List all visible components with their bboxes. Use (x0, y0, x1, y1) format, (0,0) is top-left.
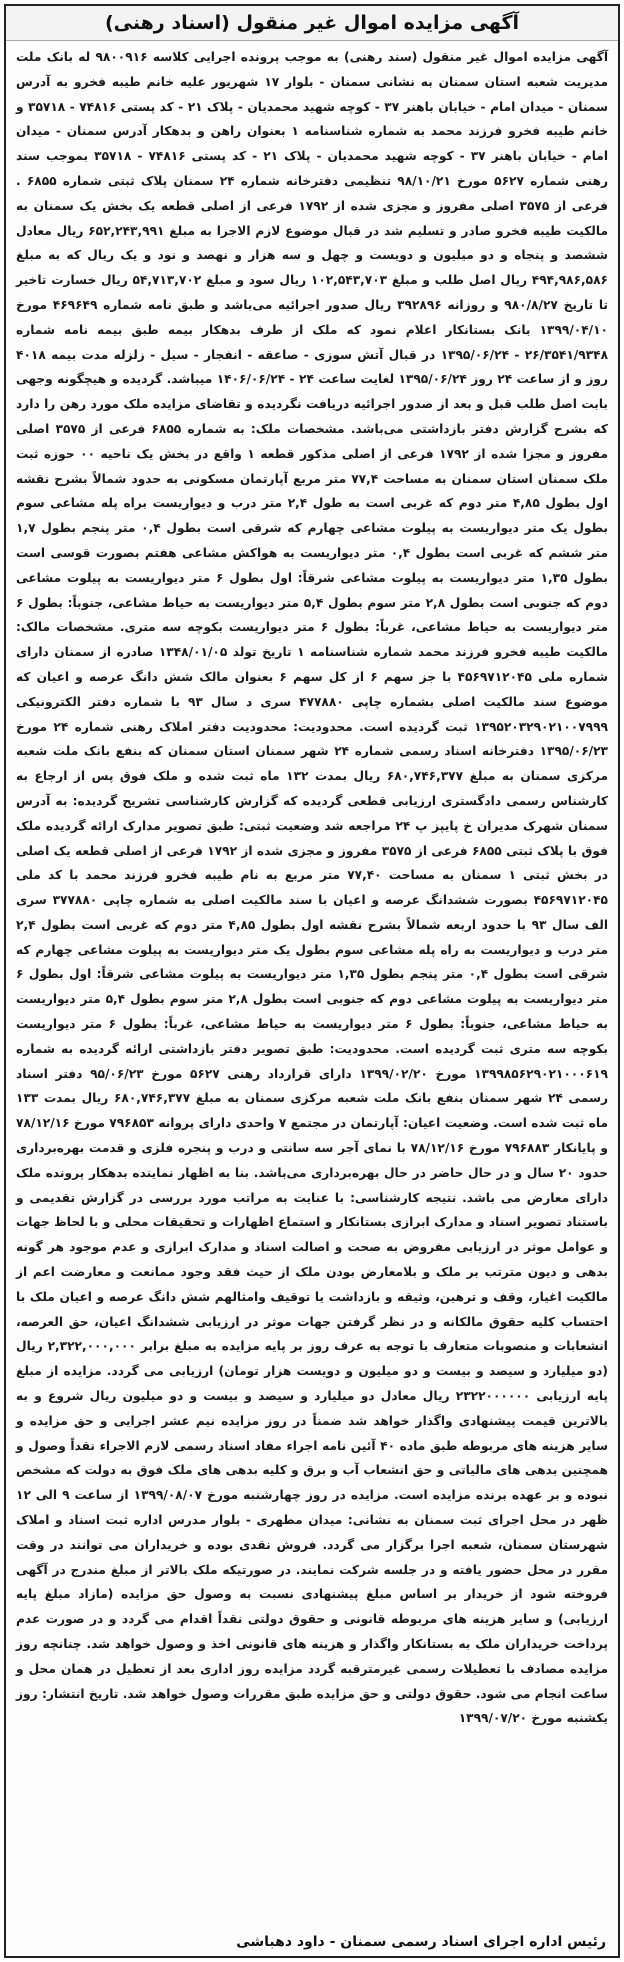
notice-title: آگهی مزایده اموال غیر منقول (اسناد رهنی) (104, 12, 520, 34)
notice-signature: رئیس اداره اجرای اسناد رسمی سمنان - داود دهباشی (236, 1934, 606, 1950)
notice-header (6, 6, 618, 41)
auction-notice (4, 4, 620, 1958)
notice-body: آگهی مزایده اموال غیر منقول (سند رهنی) به موجب پرونده اجرایی کلاسه ۹۸۰۰۹۱۶ له بانک ملت مدیریت شعبه استان سمنان به نشانی سمنان - بلوار ۱۷ شهریور علیه خانم طیبه فخرو به آدرس سمنان - میدان امام - خیابان باهنر ۳۷ - کوچه شهید محمدیان - پلاک ۲۱ - کد پستی ۷۴۸۱۶ - ۳۵۷۱۸ و خانم طیبه فخرو فرزند محمد به شماره شناسنامه ۱ بعنوان راهن و بدهکار آدرس سمنان - میدان امام - خیابان باهنر ۳۷ - کوچه شهید محمدیان - پلاک ۲۱ - کد پستی ۷۴۸۱۶ - ۳۵۷۱۸ بموجب سند رهنی شماره ۵۶۲۷ مورخ ۹۸/۱۰/۲۱ تنظیمی دفترخانه شماره ۲۴ سمنان پلاک ثبتی شماره ۶۸۵۵ . فرعی از ۳۵۷۵ اصلی مفروز و مجزی شده از ۱۷۹۲ فرعی از اصلی قطعه یک بخش یک سمنان به مالکیت طیبه فخرو صادر و تسلیم شد در قبال موضوع لازم الاجرا به مبلغ ۶۵۲,۲۴۳,۹۹۱ ریال معادل ششصد و پنجاه و دو میلیون و دویست و چهل و سه هزار و نهصد و نود و یک ریال که به مبلغ ۴۹۴,۹۸۶,۵۸۶ ریال اصل طلب و مبلغ ۱۰۲,۵۴۳,۷۰۳ ریال سود و مبلغ ۵۴,۷۱۳,۷۰۲ ریال خسارت تاخیر تا تاریخ ۹۸۰/۸/۲۷ و روزانه ۳۹۲۸۹۶ ریال صدور اجرائیه می‌باشد و طبق نامه شماره ۴۶۹۶۴۹ مورخ ۱۳۹۹/۰۴/۱۰ بانک بستانکار اعلام نمود که ملک از طرف بدهکار بیمه طبق بیمه نامه شماره ۲۶/۳۵۴۱/۹۳۴۸ - ۱۳۹۵/۰۶/۲۴ در قبال آتش سوزی - صاعقه - انفجار - سیل - زلزله مدت بیمه ۴۰۱۸ روز و از ساعت ۲۴ روز ۱۳۹۵/۰۶/۲۴ لغایت ساعت ۲۴ - ۱۴۰۶/۰۶/۲۴ میباشد. گردیده و هیچگونه وجهی بابت اصل طلب قبل و بعد از صدور اجرائیه دریافت نگردیده و تقاضای مزایده ملک مورد رهن را دارد که بشرح گزارش دفتر بازداشتی می‌باشد. مشخصات ملک: به شماره ۶۸۵۵ فرعی از ۳۵۷۵ اصلی مفروز و مجزا شده از ۱۷۹۲ فرعی از اصلی مذکور قطعه ۱ واقع در بخش یک ناحیه ۰۰ حوزه ثبت ملک سمنان استان سمنان به مساحت ۷۷,۴ متر مربع آپارتمان مسکونی به حدود شمالاً بشرح نقشه اول بطول ۴,۸۵ متر دوم که غربی است به طول ۲,۴ متر درب و دیواریست براه پله مشاعی سوم بطول یک متر دیواریست به پیلوت مشاعی چهارم که شرقی است بطول ۰,۴ متر پنجم بطول ۱,۷ متر ششم که غربی است بطول ۰,۴ متر دیواریست به هواکش مشاعی هفتم بصورت قوسی است بطول ۱,۳۵ متر دیواریست به پیلوت مشاعی شرقاً: اول بطول ۶ متر دیواریست به پیلوت مشاعی دوم که جنوبی است بطول ۲,۸ متر سوم بطول ۵,۴ متر دیواریست به حیاط مشاعی، جنوباً: بطول ۶ متر دیواریست به حیاط مشاعی، غرباً: بطول ۶ متر دیواریست بکوچه سه متری. مشخصات مالک: مالکیت طیبه فخرو فرزند محمد شماره شناسنامه ۱ تاریخ تولد ۱۳۴۸/۰۱/۰۵ صادره از سمنان دارای شماره ملی ۴۵۶۹۷۱۲۰۴۵ با جز سهم ۶ از کل سهم ۶ بعنوان مالک شش دانگ عرصه و اعیان که موضوع سند مالکیت اصلی بشماره چاپی ۴۷۷۸۸۰ سری د سال ۹۳ با شماره دفتر الکترونیکی ۱۳۹۵۲۰۳۲۹۰۲۱۰۰۷۹۹۹ ثبت گردیده است. محدودیت: محدودیت دفتر املاک رهنی شماره ۲۴ مورخ ۱۳۹۵/۰۶/۲۳ دفترخانه اسناد رسمی شماره ۲۴ شهر سمنان استان سمنان که بنفع بانک ملت شعبه مرکزی سمنان به مبلغ ۶۸۰,۷۴۶,۳۷۷ ریال بمدت ۱۳۲ ماه ثبت شده و ملک فوق پس از ارجاع به کارشناس رسمی دادگستری ارزیابی قطعی گردیده که گزارش کارشناسی تشریح گردیده: به آدرس سمنان شهرک مدیران خ پایپز پ ۲۴ مراجعه شد وضعیت ثبتی: طبق تصویر مدارک ارائه گردیده ملک فوق با پلاک ثبتی ۶۸۵۵ فرعی از ۳۵۷۵ مفروز و مجزی شده از ۱۷۹۲ فرعی از اصلی قطعه یک اصلی در بخش ثبتی ۱ سمنان به مساحت ۷۷,۴۰ متر مربع به نام طیبه فخرو فرزند محمد با کد ملی ۴۵۶۹۷۱۲۰۴۵ بصورت ششدانگ عرصه و اعیان با سند مالکیت اصلی به شماره چاپی ۳۷۷۸۸۰ سری الف سال ۹۳ با حدود اربعه شمالاً بشرح نقشه اول بطول ۴,۸۵ متر دوم که غربی است بطول ۲,۴ متر درب و دیواریست به راه پله مشاعی سوم بطول یک متر دیواریست به پیلوت مشاعی چهارم که شرقی است بطول ۰,۴ متر پنجم بطول ۱,۳۵ متر دیواریست به پیلوت مشاعی شرقاً: اول بطول ۶ متر دیواریست به پیلوت مشاعی دوم که جنوبی است بطول ۲,۸ متر سوم بطول ۵,۴ متر دیواریست به حیاط مشاعی، جنوباً: بطول ۶ متر دیواریست به حیاط مشاعی، غرباً: بطول ۶ متر دیواریست بکوچه سه متری ثبت گردیده است. محدودیت: طبق تصویر دفتر بازداشتی ارائه گردیده به شماره ۱۳۹۹۸۵۶۲۹۰۲۱۰۰۰۶۱۹ مورخ ۱۳۹۹/۰۲/۲۰ دارای قرارداد رهنی ۵۶۲۷ مورخ ۹۵/۰۶/۲۳ دفتر اسناد رسمی ۲۴ شهر سمنان بنفع بانک ملت شعبه مرکزی سمنان به مبلغ ۶۸۰,۷۴۶,۳۷۷ ریال بمدت ۱۳۳ ماه ثبت شده است. وضعیت اعیان: آپارتمان در مجتمع ۷ واحدی دارای پروانه ۷۹۶۸۵۳ مورخ ۷۸/۱۲/۱۶ و پایانکار ۷۹۶۸۸۳ مورخ ۷۸/۱۲/۱۶ با نمای آجر سه سانتی و درب و پنجره فلزی و قدمت بهره‌برداری حدود ۲۰ سال و در حال حاضر در حال بهره‌برداری می‌باشد. بنا به اظهار نماینده بدهکار پرونده ملک دارای معارض می باشد. نتیجه کارشناسی: با عنایت به مراتب مورد بررسی در گزارش تقدیمی و باستناد تصویر اسناد و مدارک ابرازی بستانکار و استماع اظهارات و تحقیقات محلی و با لحاظ جهات و عوامل موثر در ارزیابی مفروض به صحت و اصالت اسناد و مدارک ابرازی و عدم موجود هر گونه بدهی و دیون مترتب بر ملک و بلامعارض بودن ملک از حیث فقد وجود ممانعت و معارضت اعم از مالکیت اغیار، وقف و ترهین، وثیقه و بازداشت یا توقیف وامثالهم شش دانگ عرصه و اعیان ملک با احتساب کلیه حقوق مالکانه و در نظر گرفتن جهات موثر در ارزیابی ششدانگ اعیان، حق العرصه، انشعابات و منصوبات متعارف با توجه به عرف روز بر پایه مزایده به مبلغ برابر ۲,۳۲۲,۰۰۰,۰۰۰ ریال (دو میلیارد و سیصد و بیست و دو میلیون و دویست هزار تومان) ارزیابی می گردد. مزایده از مبلغ پایه ارزیابی ۲۳۲۲۰۰۰۰۰۰ ریال معادل دو میلیارد و سیصد و بیست و دو میلیون ریال شروع و به بالاترین قیمت پیشنهادی واگذار خواهد شد ضمناً در روز مزایده نیم عشر اجرایی و حق مزایده و سایر هزینه های مربوطه طبق ماده ۴۰ آئین نامه اجراء مفاد اسناد رسمی لازم الاجراء نقداً وصول و همچنین بدهی های مالیاتی و حق انشعاب آب و برق و کلیه بدهی های ملک فوق به دولت که مشخص نبوده و بر عهده برنده مزایده است. مزایده در روز چهارشنبه مورخ ۱۳۹۹/۰۸/۰۷ از ساعت ۹ الی ۱۲ ظهر در محل اجرای ثبت سمنان به نشانی: میدان مطهری - بلوار مدرس اداره ثبت اسناد و املاک شهرستان سمنان، شعبه اجرا برگزار می گردد. فروش نقدی بوده و خریداران می توانند در وقت مقرر در محل حضور یافته و در جلسه شرکت نمایند. در صورتیکه ملک بالاتر از مبلغ مندرج در آگهی فروخته شود از خریدار بر اساس مبلغ پیشنهادی نسبت به وصول حق مزایده (مازاد مبلغ پایه ارزیابی) و سایر هزینه های مربوطه قانونی و حقوق دولتی نقداً اقدام می گردد و در صورت عدم پرداخت خریداران ملک به بستانکار واگذار و هزینه های قانونی اخذ و وصول خواهد شد. چنانچه روز مزایده مصادف با تعطیلات رسمی غیرمترقبه گردد مزایده روز اداری بعد از تعطیل در همان محل و ساعت انجام می شود. حقوق دولتی و حق مزایده طبق مقررات وصول خواهد شد. تاریخ انتشار: روز یکشنبه مورخ ۱۳۹۹/۰۷/۲۰ (16, 50, 609, 1726)
